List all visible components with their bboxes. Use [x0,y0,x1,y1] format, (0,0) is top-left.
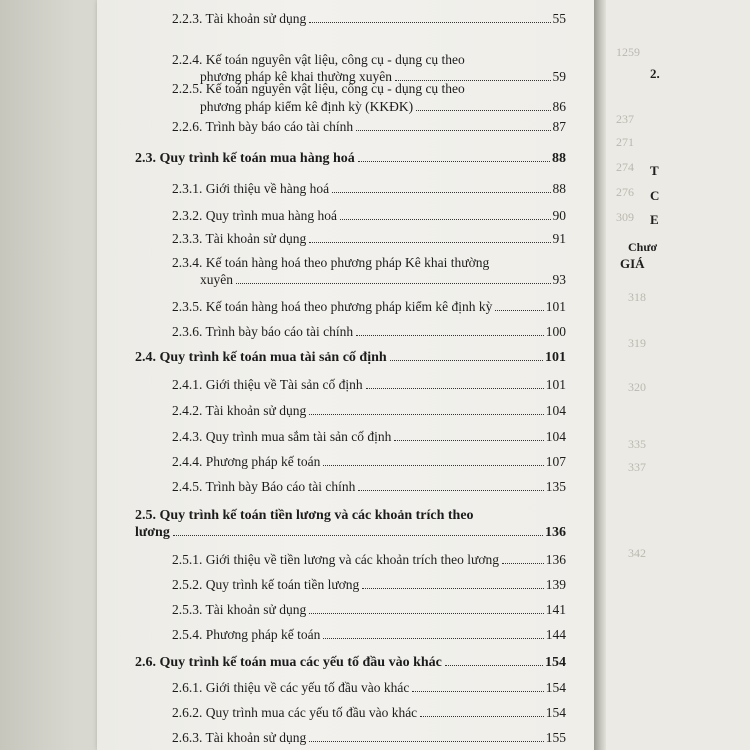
toc-section: 2.6. Quy trình kế toán mua các yếu tố đầu vào khác 154 [135,655,566,670]
toc-entry: 2.4.4. Phương pháp kế toán 107 [172,454,566,469]
next-page-ghost-number: 319 [628,336,646,350]
toc-entry: 2.5.4. Phương pháp kế toán 144 [172,627,566,642]
toc-entry: 2.3.2. Quy trình mua hàng hoá 90 [172,208,566,223]
toc-entry: 2.6.2. Quy trình mua các yếu tố đầu vào khác 154 [172,705,566,720]
toc-section: 2.3. Quy trình kế toán mua hàng hoá 88 [135,151,566,166]
next-page-ghost-number: 274 [616,160,634,174]
toc-entry: 2.2.3. Tài khoản sử dụng 55 [172,11,566,26]
next-page-fragment: C [650,188,660,203]
toc-entry: 2.3.3. Tài khoản sử dụng 91 [172,231,566,246]
toc-entry: 2.3.6. Trình bày báo cáo tài chính 100 [172,324,566,339]
table-of-contents [97,0,594,750]
toc-entry: 2.5.3. Tài khoản sử dụng 141 [172,602,566,617]
toc-entry: phương pháp kê khai thường xuyên 59 [200,69,566,84]
toc-entry: 2.4.5. Trình bày Báo cáo tài chính 135 [172,479,566,494]
next-page-fragment: E [650,212,659,227]
toc-entry: 2.3.1. Giới thiệu về hàng hoá 88 [172,181,566,196]
toc-entry: 2.4.2. Tài khoản sử dụng 104 [172,403,566,418]
toc-entry: 2.4.3. Quy trình mua sắm tài sản cố định 104 [172,429,566,444]
book-page [97,0,594,750]
next-page-fragment: GIÁ [620,256,645,271]
toc-entry: 2.6.1. Giới thiệu về các yếu tố đầu vào khác 154 [172,680,566,695]
next-page-fragment: Chươ [628,240,658,254]
toc-entry-line: 2.2.5. Kế toán nguyên vật liệu, công cụ - dụng cụ theo [172,81,465,96]
toc-entry: phương pháp kiểm kê định kỳ (KKĐK) 86 [200,99,566,114]
toc-entry: 2.5.1. Giới thiệu về tiền lương và các khoản trích theo lương 136 [172,552,566,567]
toc-entry: xuyên 93 [200,272,566,287]
toc-entry: 2.2.6. Trình bày báo cáo tài chính 87 [172,119,566,134]
next-page-ghost-number: 1259 [616,45,640,59]
book-gutter [594,0,606,750]
next-page-ghost-number: 337 [628,460,646,474]
next-page-ghost-number: 335 [628,437,646,451]
next-page-ghost-number: 342 [628,546,646,560]
toc-entry: 2.6.3. Tài khoản sử dụng 155 [172,730,566,745]
toc-entry: 2.4.1. Giới thiệu về Tài sản cố định 101 [172,377,566,392]
next-page-ghost-number: 309 [616,210,634,224]
next-page-fragment: T [650,163,659,178]
next-page [606,0,750,750]
toc-section: 2.4. Quy trình kế toán mua tài sản cố định 101 [135,350,566,365]
next-page-fragment: 2. [650,66,660,81]
toc-entry: 2.3.5. Kế toán hàng hoá theo phương pháp kiểm kê định kỳ 101 [172,299,566,314]
next-page-ghost-number: 237 [616,112,634,126]
next-page-ghost-number: 320 [628,380,646,394]
next-page-ghost-number: 318 [628,290,646,304]
next-page-ghost-number: 271 [616,135,634,149]
toc-entry-line: 2.2.4. Kế toán nguyên vật liệu, công cụ - dụng cụ theo [172,52,465,67]
toc-entry: 2.5.2. Quy trình kế toán tiền lương 139 [172,577,566,592]
toc-section: lương 136 [135,525,566,540]
next-page-ghost-number: 276 [616,185,634,199]
toc-entry-line: 2.3.4. Kế toán hàng hoá theo phương pháp Kê khai thường [172,255,490,270]
toc-section-line: 2.5. Quy trình kế toán tiền lương và các khoản trích theo [135,508,474,523]
